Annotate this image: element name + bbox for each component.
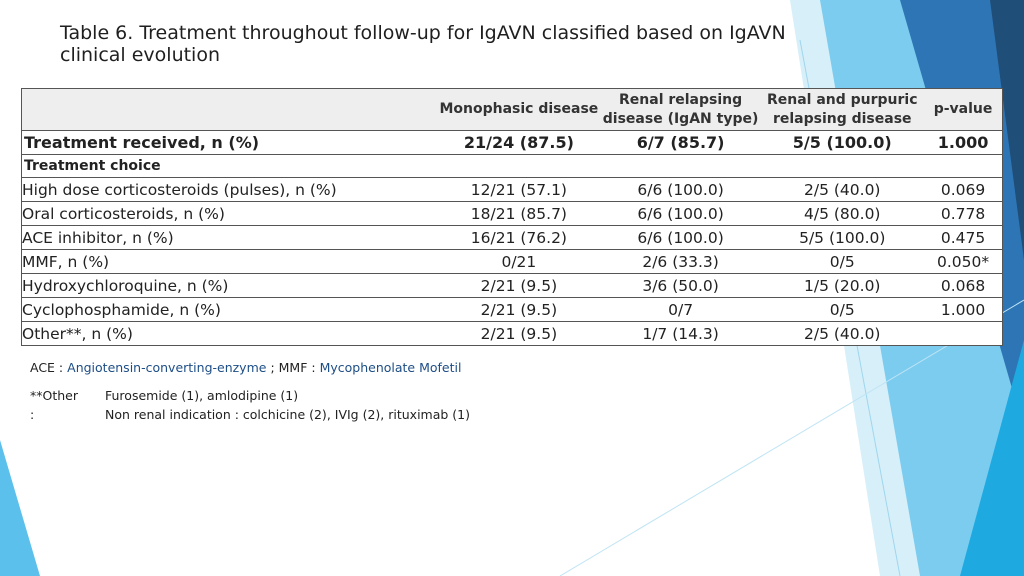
- ace-key: ACE :: [30, 360, 64, 375]
- treatment-choice-row: [22, 155, 1003, 178]
- footnote-separator: ;: [270, 360, 275, 375]
- table-header-row: [22, 89, 1003, 131]
- row-label: ACE inhibitor, n (%): [22, 226, 438, 250]
- ace-definition: Angiotensin-converting-enzyme: [67, 360, 267, 375]
- cell: 0.068: [924, 274, 1002, 298]
- other-key: **Other :: [30, 388, 78, 422]
- cell: 6/6 (100.0): [601, 178, 761, 202]
- table-row: [22, 202, 1003, 226]
- cell: 0/5: [760, 250, 924, 274]
- row-label: Hydroxychloroquine, n (%): [22, 274, 438, 298]
- header-monophasic: Monophasic disease: [437, 89, 601, 131]
- table-row: [22, 178, 1003, 202]
- cell: 2/21 (9.5): [437, 274, 601, 298]
- table-row: [22, 226, 1003, 250]
- cell: 0.475: [924, 226, 1002, 250]
- cell: 1.000: [937, 133, 989, 152]
- header-p-value: p-value: [924, 89, 1002, 131]
- treatment-choice-label: Treatment choice: [22, 155, 1003, 178]
- other-line-1: Furosemide (1), amlodipine (1): [105, 388, 299, 403]
- cell: 5/5 (100.0): [760, 226, 924, 250]
- cell: 6/6 (100.0): [601, 202, 761, 226]
- row-label: High dose corticosteroids (pulses), n (%): [22, 178, 438, 202]
- header-renal-purpuric: Renal and purpuric relapsing disease: [760, 89, 924, 131]
- cell: 0.050*: [924, 250, 1002, 274]
- cell: 2/21 (9.5): [437, 322, 601, 346]
- cell: 2/6 (33.3): [601, 250, 761, 274]
- row-label: Oral corticosteroids, n (%): [22, 202, 438, 226]
- cell: 2/21 (9.5): [437, 298, 601, 322]
- cell: 1/7 (14.3): [601, 322, 761, 346]
- cell: 4/5 (80.0): [760, 202, 924, 226]
- cell: 1.000: [924, 298, 1002, 322]
- cell: 18/21 (85.7): [437, 202, 601, 226]
- cell: 0/7: [601, 298, 761, 322]
- cell: 12/21 (57.1): [437, 178, 601, 202]
- cell: 21/24 (87.5): [463, 133, 574, 152]
- cell: 0/21: [437, 250, 601, 274]
- table-row: [22, 298, 1003, 322]
- cell: 5/5 (100.0): [792, 133, 892, 152]
- cell: 16/21 (76.2): [437, 226, 601, 250]
- cell: 3/6 (50.0): [601, 274, 761, 298]
- row-label: Other**, n (%): [22, 322, 438, 346]
- cell: [924, 322, 1002, 346]
- cell: 0/5: [760, 298, 924, 322]
- row-label: Treatment received, n (%): [24, 133, 260, 152]
- mmf-key: MMF :: [278, 360, 316, 375]
- abbreviation-footnote: [30, 360, 461, 375]
- treatment-table: [21, 88, 1003, 346]
- cell: 6/7 (85.7): [636, 133, 725, 152]
- cell: 0.778: [924, 202, 1002, 226]
- other-line-2: Non renal indication : colchicine (2), IVIg (2), rituximab (1): [105, 407, 471, 422]
- table-row: [22, 250, 1003, 274]
- cell: 0.069: [924, 178, 1002, 202]
- treatment-received-row: [22, 131, 1003, 155]
- row-label: Cyclophosphamide, n (%): [22, 298, 438, 322]
- cell: 1/5 (20.0): [760, 274, 924, 298]
- cell: 6/6 (100.0): [601, 226, 761, 250]
- row-label: MMF, n (%): [22, 250, 438, 274]
- header-renal-relapsing: Renal relapsing disease (IgAN type): [601, 89, 761, 131]
- table-row: [22, 322, 1003, 346]
- cell: 2/5 (40.0): [760, 178, 924, 202]
- table-row: [22, 274, 1003, 298]
- table-title: Table 6. Treatment throughout follow-up for IgAVN classified based on IgAVN clinical evolution: [60, 22, 786, 66]
- cell: 2/5 (40.0): [760, 322, 924, 346]
- other-values: [105, 386, 470, 424]
- header-empty: [22, 89, 438, 131]
- mmf-definition: Mycophenolate Mofetil: [319, 360, 462, 375]
